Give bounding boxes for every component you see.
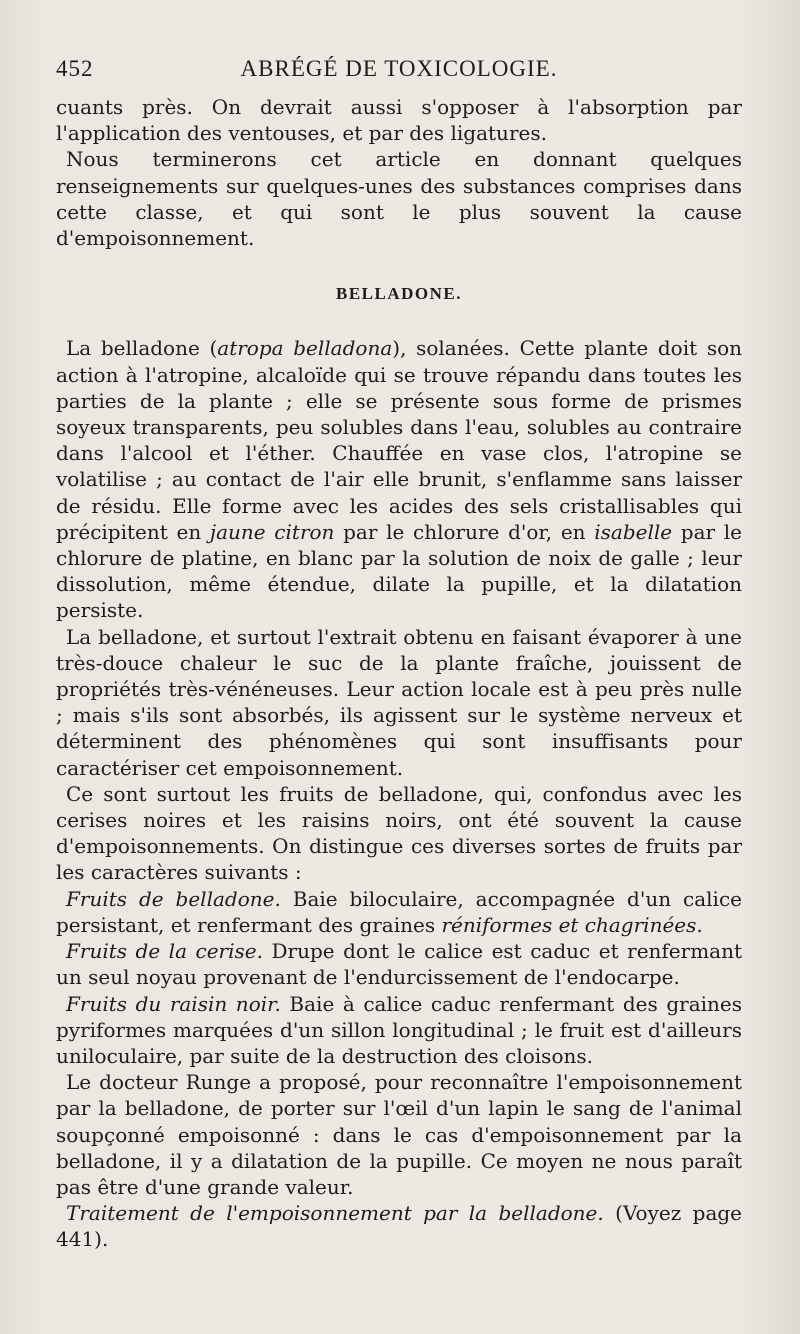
paragraph-fruits-raisin: Fruits du raisin noir. Baie à calice caduc renfermant des graines pyriformes marquées d'un sillon longitudinal ; le fruit est d'ailleurs uniloculaire, par suite de la destruction des cloisons. (56, 991, 742, 1068)
section-heading: BELLADONE. (336, 284, 462, 304)
running-title: ABRÉGÉ DE TOXICOLOGIE. (240, 56, 558, 81)
paragraph-continuation: cuants près. On devrait aussi s'opposer à l'absorption par l'application des ventouses, et par des ligatures. (56, 95, 742, 146)
paragraph-intro: Nous terminerons cet article en donnant quelques renseignements sur quelques-unes des substances comprises dans cette classe, et qui sont le plus souvent la cause d'empoisonnement. (56, 147, 742, 251)
entry-title: Traitement de l'empoisonnement par la belladone. (66, 1201, 604, 1226)
emphasis-reniformes: réniformes et chagrinées. (441, 912, 703, 937)
emphasis-isabelle: isabelle (594, 519, 673, 544)
latin-name: atropa belladona (217, 336, 393, 361)
emphasis-jaune-citron: jaune citron (209, 519, 335, 544)
paragraph-belladone-description: La belladone (atropa belladona), solanées. Cette plante doit son action à l'atropine, alcaloïde qui se trouve répandu dans toutes les parties de la plante ; elle se présente sous forme de prismes soyeux transparents, peu solubles dans l'eau, solubles au contraire dans l'alcool et l'éther. Chauffée en vase clos, l'atropine se volatilise ; au contact de l'air elle brunit, s'enflamme sans laisser de résidu. Elle forme avec les acides des sels cristallisables qui précipitent en jaune citron par le chlorure d'or, en isabelle par le chlorure de platine, en blanc par la solution de noix de galle ; leur dissolution, même étendue, dilate la pupille, et la dilatation persiste. (56, 336, 743, 623)
page-number: 452 (56, 56, 94, 81)
paragraph-fruits: Ce sont surtout les fruits de belladone, qui, confondus avec les cerises noires et les raisins noirs, ont été souvent la cause d'empoisonnements. On distingue ces diverses sortes de fruits par les caractères suivants : (56, 781, 742, 885)
page-header (56, 56, 742, 90)
paragraph-treatment: Traitement de l'empoisonnement par la belladone. (Voyez page 441). (56, 1201, 742, 1252)
paragraph-fruits-belladone: Fruits de belladone. Baie biloculaire, accompagnée d'un calice persistant, et renfermant des graines réniformes et chagrinées. (56, 886, 742, 937)
entry-title: Fruits du raisin noir. (66, 991, 281, 1016)
paragraph-properties: La belladone, et surtout l'extrait obtenu en faisant évaporer à une très-douce chaleur le suc de la plante fraîche, jouissent de propriétés très-vénéneuses. Leur action locale est à peu près nulle ; mais s'ils sont absorbés, ils agissent sur le système nerveux et déterminent des phénomènes qui sont insuffisants pour caractériser cet empoisonnement. (56, 624, 742, 780)
paragraph-runge: Le docteur Runge a proposé, pour reconnaître l'empoisonnement par la belladone, de porter sur l'œil d'un lapin le sang de l'animal soupçonné empoisonné : dans le cas d'empoisonnement par la belladone, il y a dilatation de la pupille. Ce moyen ne nous paraît pas être d'une grande valeur. (56, 1070, 742, 1199)
paragraph-fruits-cerise: Fruits de la cerise. Drupe dont le calice est caduc et renfermant un seul noyau provenant de l'endurcissement de l'endocarpe. (56, 939, 743, 990)
entry-title: Fruits de la cerise. (66, 939, 263, 964)
entry-title: Fruits de belladone. (66, 886, 281, 911)
body-text (56, 94, 742, 1253)
